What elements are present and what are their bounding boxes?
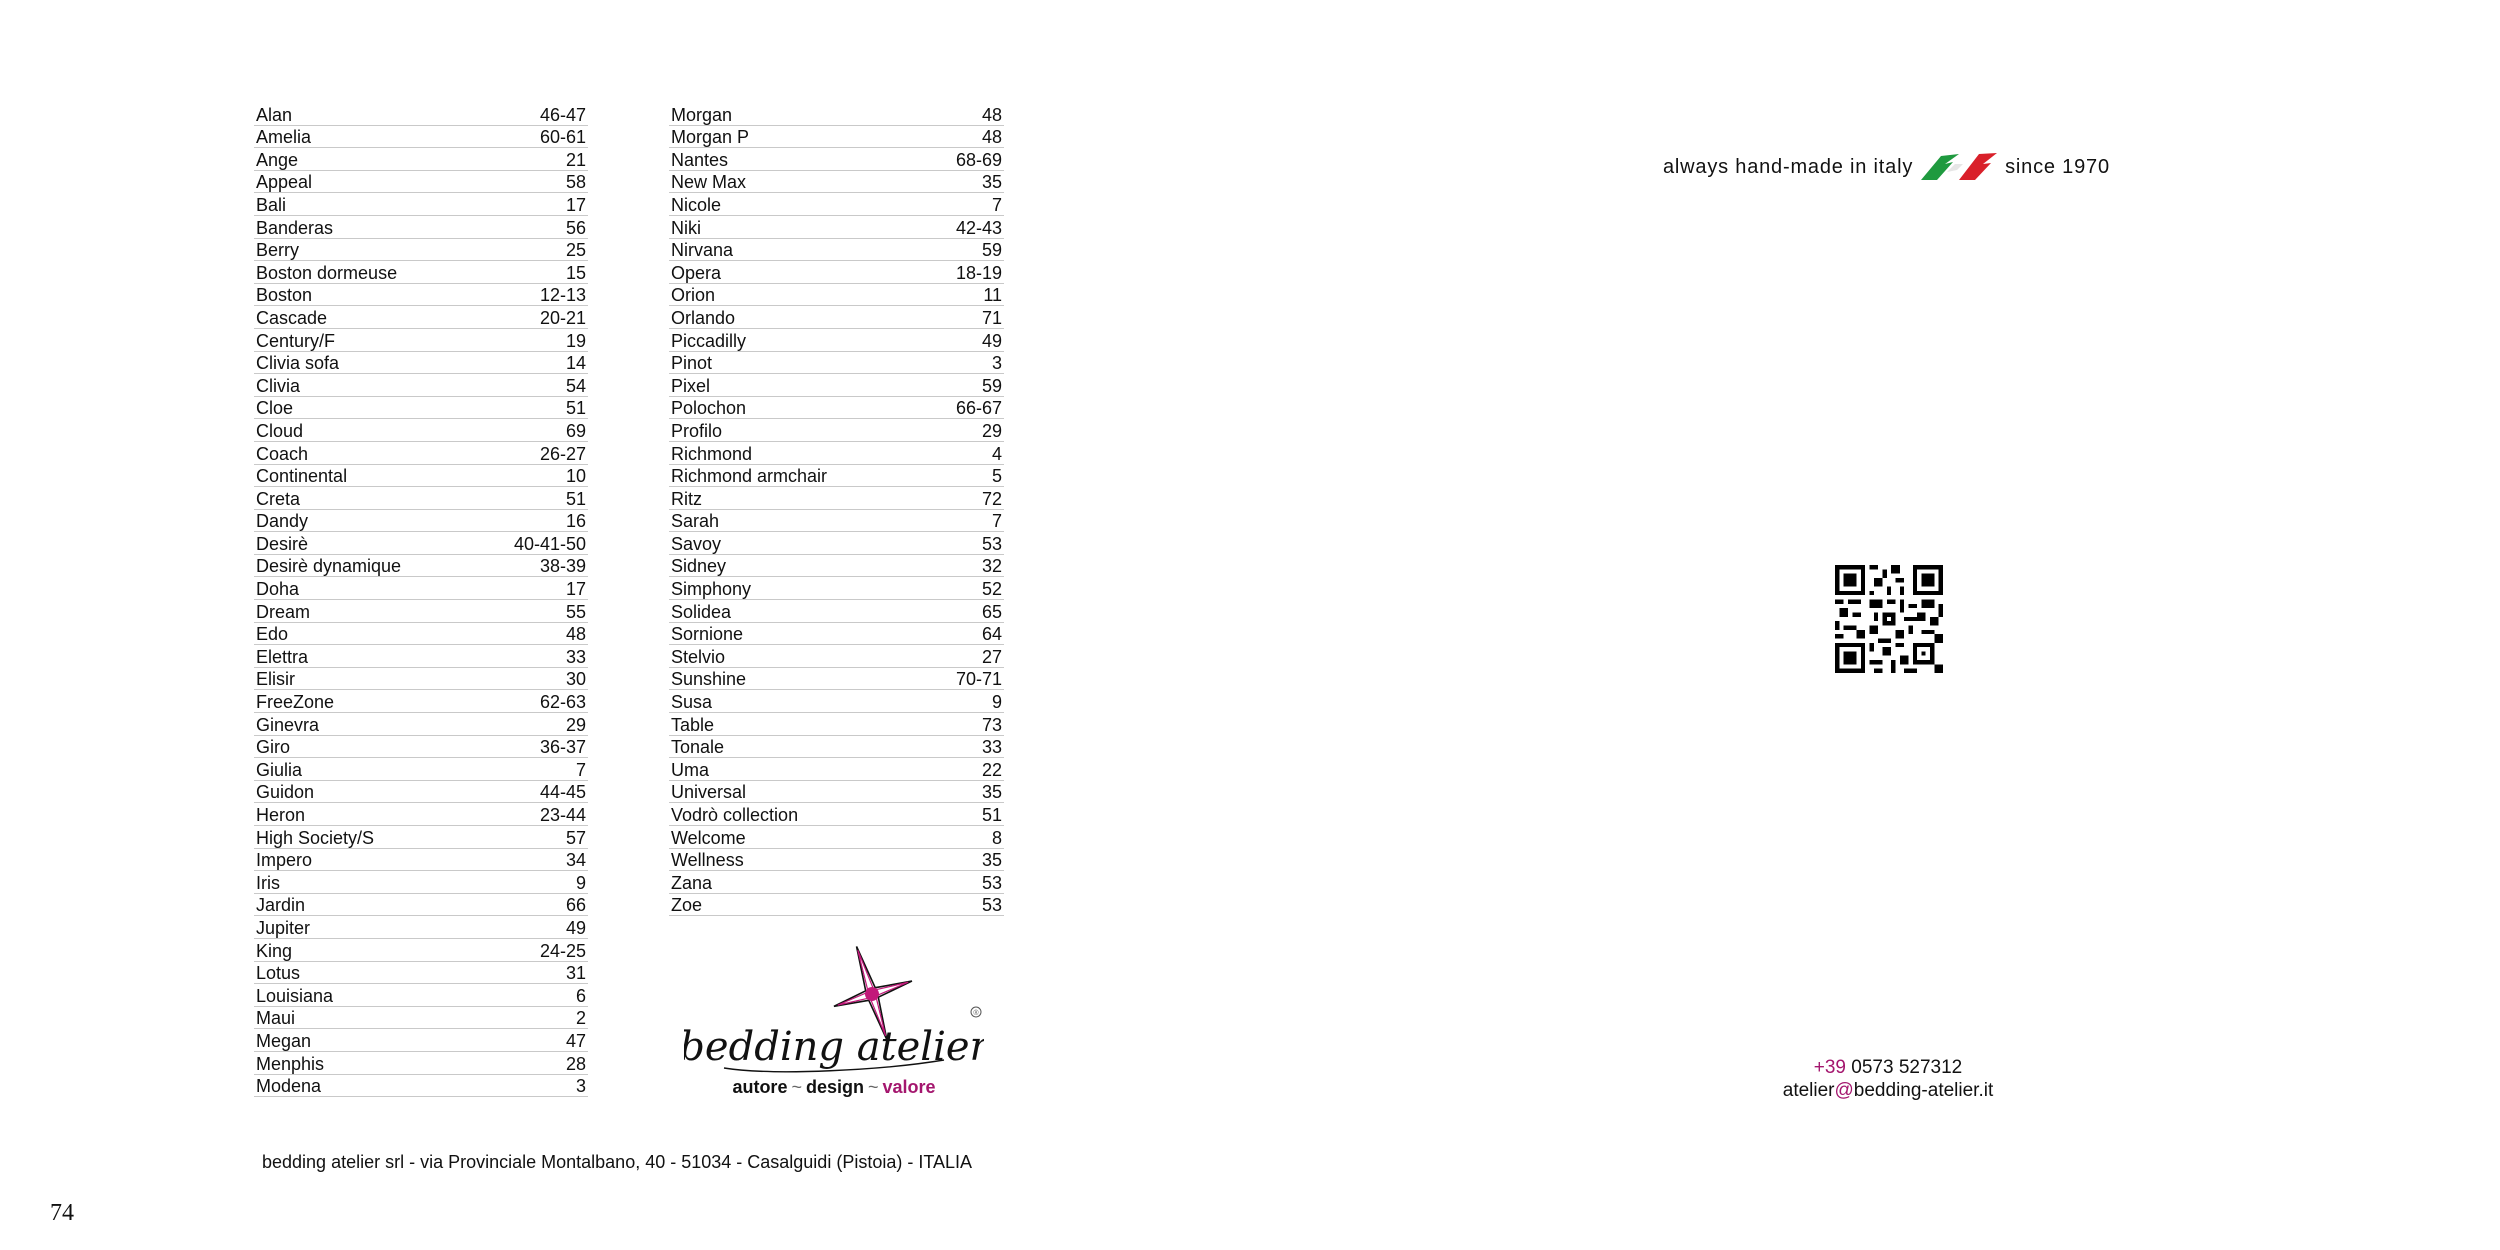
index-item-name: Pinot: [671, 353, 713, 374]
index-row: [669, 487, 1004, 510]
index-row: [254, 781, 588, 804]
index-column-right: [669, 103, 1004, 916]
index-row: [669, 713, 1004, 736]
index-item-page: 60-61: [539, 127, 586, 148]
index-row: [669, 690, 1004, 713]
index-item-name: Amelia: [256, 127, 312, 148]
index-item-name: Niki: [671, 217, 701, 238]
index-row: [254, 465, 588, 488]
index-row: [669, 781, 1004, 804]
index-item-page: 40-41-50: [513, 533, 586, 554]
index-column-left: [254, 103, 588, 1097]
index-item-name: Impero: [256, 850, 313, 871]
index-item-page: 59: [981, 375, 1002, 396]
index-item-page: 70-71: [955, 669, 1002, 690]
tagline-separator: ~: [791, 1077, 802, 1097]
index-item-page: 59: [981, 240, 1002, 261]
tagline-word-design: design: [805, 1077, 864, 1097]
slogan-right: since 1970: [2005, 155, 2110, 178]
index-item-page: 35: [981, 782, 1002, 803]
email[interactable]: [1688, 1079, 2088, 1102]
index-item-page: 51: [565, 398, 586, 419]
index-row: [669, 510, 1004, 533]
index-item-name: Guidon: [256, 782, 315, 803]
index-item-name: Louisiana: [256, 985, 334, 1006]
index-row: [254, 126, 588, 149]
index-row: [254, 758, 588, 781]
index-item-page: 68-69: [955, 149, 1002, 170]
index-item-name: Giro: [256, 737, 291, 758]
index-item-name: High Society/S: [256, 827, 375, 848]
index-item-page: 34: [565, 850, 586, 871]
index-item-page: 25: [565, 240, 586, 261]
index-row: [254, 419, 588, 442]
index-item-page: 22: [981, 759, 1002, 780]
index-row: [254, 532, 588, 555]
index-item-page: 10: [565, 466, 586, 487]
index-row: [669, 193, 1004, 216]
index-item-name: Lotus: [256, 963, 301, 984]
index-row: [254, 894, 588, 917]
email-user: atelier: [1782, 1080, 1835, 1101]
phone[interactable]: [1688, 1056, 2088, 1079]
index-item-page: 53: [981, 895, 1002, 916]
index-row: [669, 329, 1004, 352]
index-item-name: Solidea: [671, 601, 732, 622]
index-item-name: Iris: [256, 872, 280, 893]
index-row: [669, 306, 1004, 329]
index-item-page: 27: [981, 646, 1002, 667]
index-item-page: 2: [575, 1008, 586, 1029]
index-row: [254, 103, 588, 126]
index-item-name: Boston dormeuse: [256, 262, 398, 283]
index-item-name: Zana: [671, 872, 713, 893]
index-item-name: Menphis: [256, 1053, 325, 1074]
index-item-page: 21: [565, 149, 586, 170]
footer-address: bedding atelier srl - via Provinciale Montalbano, 40 - 51034 - Casalguidi (Pistoia) - ITALIA: [262, 1152, 973, 1172]
index-item-name: Appeal: [256, 172, 313, 193]
index-row: [669, 532, 1004, 555]
index-row: [254, 803, 588, 826]
index-row: [669, 261, 1004, 284]
index-row: [669, 374, 1004, 397]
index-item-page: 65: [981, 601, 1002, 622]
index-row: [669, 736, 1004, 759]
index-row: [669, 397, 1004, 420]
index-item-page: 29: [565, 714, 586, 735]
index-item-page: 14: [565, 353, 586, 374]
index-item-name: Alan: [256, 104, 293, 125]
index-item-name: Uma: [671, 759, 710, 780]
logo-tagline: [684, 1077, 984, 1098]
index-item-name: New Max: [671, 172, 747, 193]
index-item-name: Orion: [671, 285, 716, 306]
index-item-page: 42-43: [955, 217, 1002, 238]
index-row: [669, 803, 1004, 826]
index-item-name: King: [256, 940, 293, 961]
index-item-name: FreeZone: [256, 692, 335, 713]
index-item-name: Orlando: [671, 307, 736, 328]
index-item-name: Cloe: [256, 398, 294, 419]
index-item-name: Nicole: [671, 194, 722, 215]
index-row: [669, 284, 1004, 307]
index-row: [669, 419, 1004, 442]
index-row: [254, 148, 588, 171]
index-item-name: Megan: [256, 1030, 312, 1051]
email-domain: bedding-atelier.it: [1853, 1080, 1994, 1101]
index-item-name: Clivia: [256, 375, 301, 396]
index-item-page: 3: [575, 1076, 586, 1097]
index-row: [254, 736, 588, 759]
index-item-name: Doha: [256, 579, 300, 600]
index-row: [669, 442, 1004, 465]
index-item-page: 19: [565, 330, 586, 351]
index-item-name: Dream: [256, 601, 311, 622]
index-item-name: Table: [671, 714, 715, 735]
index-item-name: Ginevra: [256, 714, 320, 735]
index-item-page: 49: [565, 917, 586, 938]
index-item-page: 55: [565, 601, 586, 622]
index-item-page: 51: [981, 805, 1002, 825]
index-row: [254, 826, 588, 849]
index-item-name: Continental: [256, 466, 348, 487]
index-item-name: Universal: [671, 782, 747, 803]
logo-wordmark: bedding atelier: [684, 1024, 984, 1070]
index-item-name: Pixel: [671, 375, 711, 396]
page-number: 74: [50, 1200, 74, 1226]
index-row: [669, 465, 1004, 488]
index-row: [254, 510, 588, 533]
index-row: [254, 193, 588, 216]
registered-mark: ®: [973, 1010, 979, 1017]
index-row: [254, 284, 588, 307]
slogan: [1663, 150, 2110, 184]
index-item-page: 9: [575, 872, 586, 893]
italian-flag-brush-icon: [1919, 150, 1999, 184]
index-item-page: 56: [565, 217, 586, 238]
index-row: [669, 645, 1004, 668]
index-row: [254, 1052, 588, 1075]
index-row: [254, 1007, 588, 1030]
index-item-page: 29: [981, 420, 1002, 441]
index-row: [669, 216, 1004, 239]
index-row: [669, 171, 1004, 194]
index-item-page: 5: [991, 466, 1002, 487]
index-row: [669, 239, 1004, 262]
index-item-name: Opera: [671, 262, 722, 283]
index-item-page: 48: [981, 104, 1002, 125]
index-row: [669, 555, 1004, 578]
index-row: [254, 623, 588, 646]
index-item-page: 48: [565, 624, 586, 645]
index-item-name: Banderas: [256, 217, 334, 238]
index-item-page: 44-45: [539, 782, 586, 803]
index-item-page: 49: [981, 330, 1002, 351]
index-row: [254, 352, 588, 375]
index-item-name: Morgan: [671, 104, 733, 125]
index-row: [254, 329, 588, 352]
index-item-name: Boston: [256, 285, 313, 306]
index-item-name: Zoe: [671, 895, 703, 916]
index-item-page: 11: [983, 285, 1002, 306]
email-at: @: [1834, 1080, 1854, 1101]
index-item-name: Stelvio: [671, 646, 726, 667]
index-item-page: 58: [565, 172, 586, 193]
index-item-page: 8: [991, 827, 1002, 848]
index-item-name: Tonale: [671, 737, 725, 758]
tagline-separator: ~: [867, 1077, 879, 1097]
index-row: [254, 600, 588, 623]
index-item-name: Susa: [671, 692, 713, 713]
index-item-name: Desirè dynamique: [256, 556, 402, 577]
index-row: [669, 758, 1004, 781]
index-row: [254, 713, 588, 736]
index-row: [254, 216, 588, 239]
index-row: [254, 690, 588, 713]
index-item-page: 18-19: [955, 262, 1002, 283]
index-item-page: 38-39: [539, 556, 586, 577]
tagline-word-valore: valore: [882, 1077, 936, 1097]
index-item-page: 24-25: [539, 940, 586, 961]
index-row: [254, 984, 588, 1007]
index-item-page: 30: [565, 669, 586, 690]
qr-code-icon: [1835, 565, 1943, 673]
index-item-name: Maui: [256, 1008, 296, 1029]
index-item-name: Sornione: [671, 624, 744, 645]
contact-info: [1688, 1056, 2088, 1102]
index-item-name: Dandy: [256, 511, 309, 532]
index-row: [669, 148, 1004, 171]
index-row: [669, 600, 1004, 623]
index-item-name: Vodrò collection: [671, 805, 799, 825]
index-row: [254, 962, 588, 985]
index-row: [254, 261, 588, 284]
index-row: [669, 849, 1004, 872]
index-row: [254, 306, 588, 329]
index-item-page: 51: [565, 488, 586, 509]
index-item-page: 66-67: [955, 398, 1002, 419]
index-row: [669, 577, 1004, 600]
index-item-page: 7: [991, 511, 1002, 532]
slogan-left: always hand-made in italy: [1663, 155, 1914, 178]
index-row: [254, 645, 588, 668]
index-item-name: Welcome: [671, 827, 746, 848]
index-row: [254, 1075, 588, 1098]
index-item-page: 53: [981, 533, 1002, 554]
index-item-page: 53: [981, 872, 1002, 893]
index-item-page: 64: [981, 624, 1002, 645]
index-row: [254, 1029, 588, 1052]
index-item-page: 4: [991, 443, 1002, 464]
index-row: [669, 871, 1004, 894]
index-item-name: Polochon: [671, 398, 747, 419]
index-item-name: Morgan P: [671, 127, 750, 148]
index-item-name: Berry: [256, 240, 300, 261]
index-item-page: 7: [575, 759, 586, 780]
index-row: [254, 668, 588, 691]
index-row: [254, 239, 588, 262]
index-item-name: Sunshine: [671, 669, 747, 690]
index-item-page: 62-63: [539, 692, 586, 713]
index-item-name: Simphony: [671, 579, 752, 600]
index-item-name: Clivia sofa: [256, 353, 340, 374]
index-row: [254, 397, 588, 420]
phone-number: 0573 527312: [1851, 1057, 1963, 1078]
index-item-page: 46-47: [539, 104, 586, 125]
index-item-page: 54: [565, 375, 586, 396]
index-item-page: 57: [565, 827, 586, 848]
index-row: [669, 894, 1004, 917]
index-row: [669, 352, 1004, 375]
index-item-page: 26-27: [539, 443, 586, 464]
index-item-name: Edo: [256, 624, 289, 645]
index-item-page: 35: [981, 172, 1002, 193]
tagline-word-autore: autore: [732, 1077, 788, 1097]
index-item-name: Elettra: [256, 646, 309, 667]
index-item-name: Richmond: [671, 443, 753, 464]
index-item-page: 48: [981, 127, 1002, 148]
index-row: [669, 623, 1004, 646]
index-item-page: 36-37: [539, 737, 586, 758]
index-item-name: Jupiter: [256, 917, 311, 938]
index-item-page: 31: [565, 963, 586, 984]
bedding-atelier-logo: [684, 942, 984, 1082]
index-item-name: Ange: [256, 149, 299, 170]
index-item-page: 52: [981, 579, 1002, 600]
index-item-name: Elisir: [256, 669, 295, 690]
index-item-page: 9: [991, 692, 1002, 713]
index-item-page: 33: [565, 646, 586, 667]
index-item-page: 72: [981, 488, 1002, 509]
index-item-page: 3: [991, 353, 1002, 374]
index-item-name: Nirvana: [671, 240, 734, 261]
index-item-page: 6: [575, 985, 586, 1006]
index-item-name: Wellness: [671, 850, 744, 871]
index-item-name: Coach: [256, 443, 309, 464]
index-row: [669, 668, 1004, 691]
index-item-name: Sarah: [671, 511, 720, 532]
index-row: [254, 555, 588, 578]
index-item-name: Nantes: [671, 149, 729, 170]
phone-prefix: +39: [1813, 1057, 1846, 1078]
index-item-name: Bali: [256, 194, 287, 215]
index-item-page: 17: [565, 194, 586, 215]
index-item-name: Savoy: [671, 533, 722, 554]
index-row: [669, 126, 1004, 149]
index-row: [254, 849, 588, 872]
index-item-page: 16: [565, 511, 586, 532]
index-row: [254, 374, 588, 397]
index-item-name: Piccadilly: [671, 330, 747, 351]
index-item-page: 28: [565, 1053, 586, 1074]
index-item-page: 69: [565, 420, 586, 441]
index-item-page: 15: [565, 262, 586, 283]
index-item-name: Jardin: [256, 895, 306, 916]
index-item-page: 20-21: [539, 307, 586, 328]
index-row: [254, 442, 588, 465]
index-item-name: Sidney: [671, 556, 727, 577]
index-item-name: Richmond armchair: [671, 466, 828, 487]
index-row: [254, 871, 588, 894]
index-item-page: 35: [981, 850, 1002, 871]
index-item-page: 32: [981, 556, 1002, 577]
index-row: [669, 103, 1004, 126]
index-item-name: Creta: [256, 488, 301, 509]
index-item-page: 17: [565, 579, 586, 600]
index-item-name: Heron: [256, 805, 306, 825]
index-item-page: 23-44: [539, 805, 586, 825]
index-item-name: Giulia: [256, 759, 303, 780]
index-row: [669, 826, 1004, 849]
index-item-name: Desirè: [256, 533, 309, 554]
index-item-name: Profilo: [671, 420, 723, 441]
index-item-page: 66: [565, 895, 586, 916]
index-item-page: 47: [565, 1030, 586, 1051]
index-row: [254, 916, 588, 939]
index-row: [254, 577, 588, 600]
index-item-name: Ritz: [671, 488, 702, 509]
index-row: [254, 171, 588, 194]
index-row: [254, 939, 588, 962]
index-item-page: 33: [981, 737, 1002, 758]
index-item-name: Century/F: [256, 330, 336, 351]
index-item-name: Cascade: [256, 307, 328, 328]
index-item-name: Cloud: [256, 420, 304, 441]
index-item-page: 12-13: [539, 285, 586, 306]
index-item-name: Modena: [256, 1076, 322, 1097]
index-row: [254, 487, 588, 510]
index-item-page: 7: [991, 194, 1002, 215]
index-item-page: 73: [981, 714, 1002, 735]
index-item-page: 71: [981, 307, 1002, 328]
